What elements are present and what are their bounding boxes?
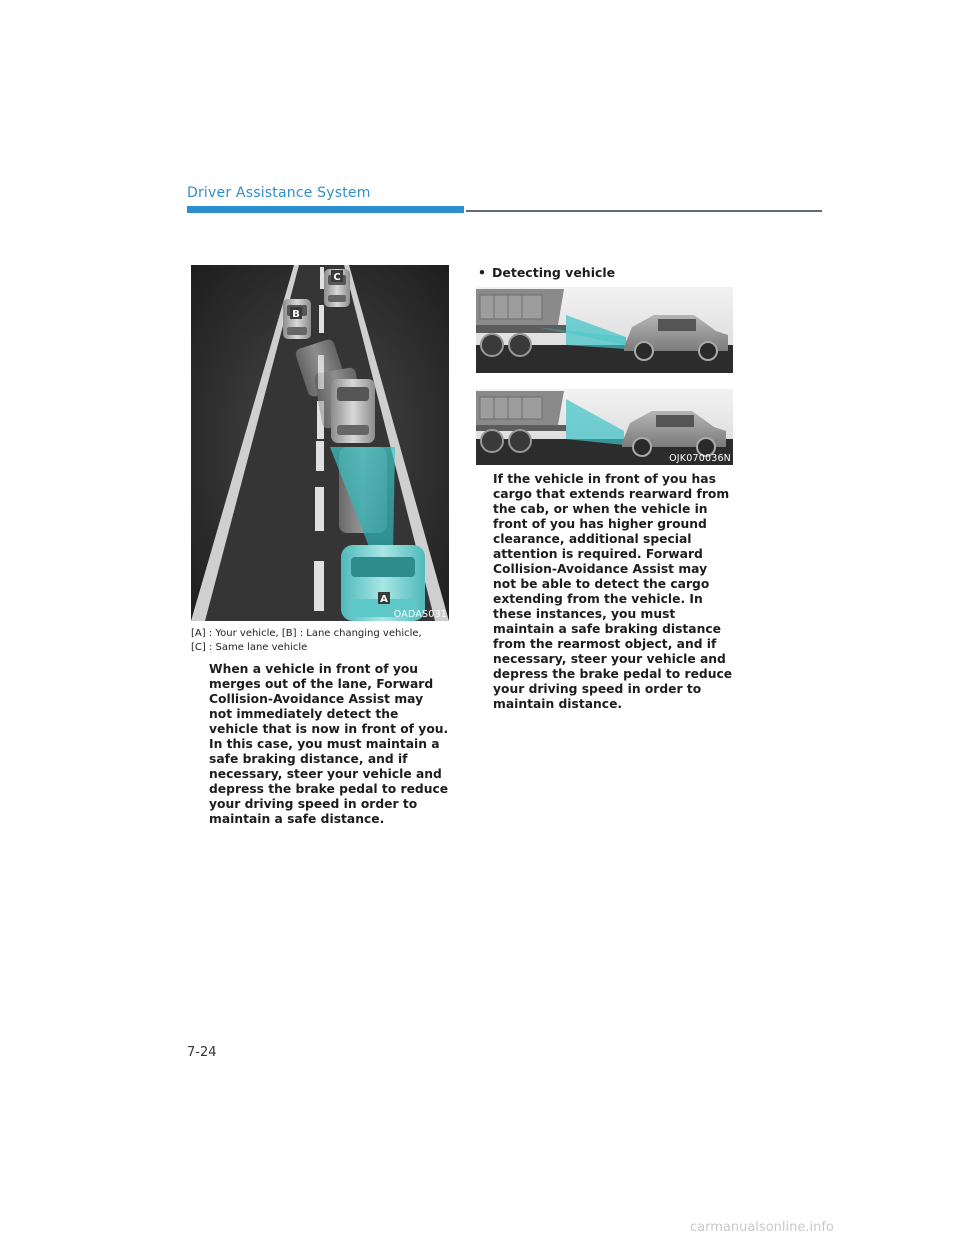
svg-text:C: C [333,272,341,283]
label-a [378,592,390,605]
road-merge-illustration [191,265,449,621]
figure-code: OADAS031 [393,609,447,620]
right-paragraph: If the vehicle in front of you has cargo that extends rearward from the cab, or when the vehicle in front of you has higher ground clearance, additional special attention is required. Forward Collision-Avoidance Assist may not be able to detect the cargo extending from the vehicle. In these instances, you must maintain a safe braking distance from the rearmost object, and if necessary, steer your vehicle and depress the brake pedal to reduce your driving speed in order to maintain distance. [493,472,733,711]
watermark: carmanualsonline.info [690,1220,834,1235]
figure-code-right: OJK070036N [669,453,731,464]
svg-text:A: A [380,594,388,605]
figure-caption [191,627,451,655]
page-number: 7-24 [187,1045,217,1060]
caption-line-2: [C] : Same lane vehicle [191,642,308,653]
svg-text:B: B [292,309,300,320]
header-divider-line [466,210,822,212]
bullet-heading-text: Detecting vehicle [492,265,616,280]
label-b [290,307,302,320]
vehicle-ahead [331,379,375,443]
left-paragraph: When a vehicle in front of you merges out of the lane, Forward Collision-Avoidance Assist may not immediately detect the vehicle that is now in front of you. In this case, you must maintain a safe braking distance, and if necessary, steer your vehicle and depress the brake pedal to reduce your driving speed in order to maintain a safe distance. [209,662,449,826]
caption-line-1: [A] : Your vehicle, [B] : Lane changing vehicle, [191,628,422,639]
header-accent-bar [187,206,464,213]
bullet-heading [478,265,615,280]
panel-cargo-overhang [476,287,733,373]
label-c [331,270,343,283]
truck-detection-illustration [476,287,733,465]
bullet-symbol: • [478,265,486,280]
section-title: Driver Assistance System [187,185,371,201]
